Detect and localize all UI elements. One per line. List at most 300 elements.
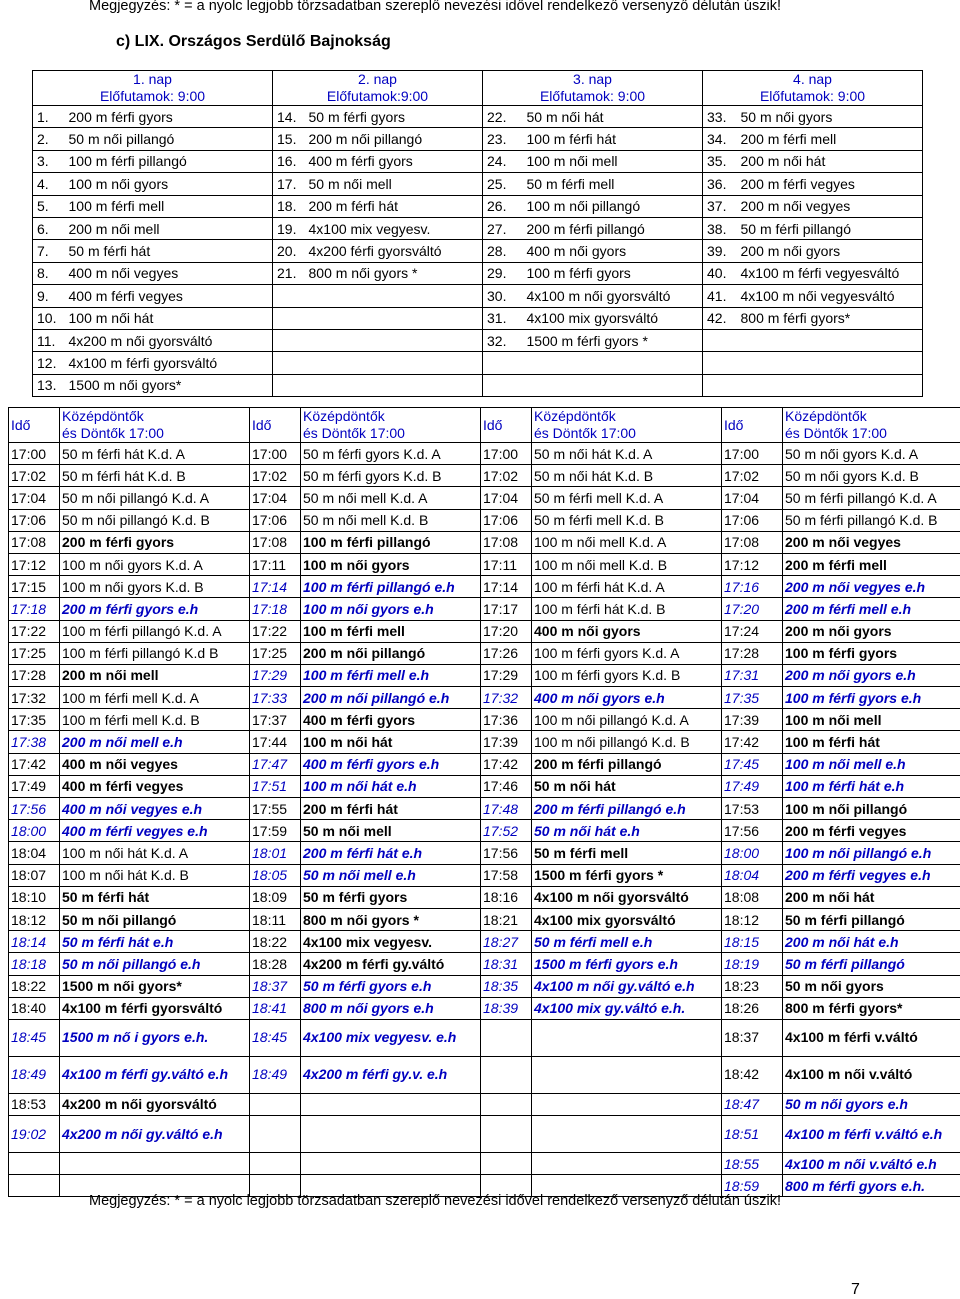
start-time: 17:04 — [481, 487, 532, 509]
event-number: 9. — [33, 285, 65, 307]
finals-header-line2: és Döntők 17:00 — [534, 425, 719, 442]
race-name — [532, 1116, 722, 1153]
event-name — [523, 374, 703, 396]
start-time: 18:55 — [722, 1153, 783, 1175]
start-time — [250, 1116, 301, 1153]
finals-table — [8, 407, 960, 1197]
race-name: 100 m férfi gyors K.d. B — [532, 664, 722, 686]
start-time: 17:28 — [722, 642, 783, 664]
event-number: 13. — [33, 374, 65, 396]
race-name: 100 m női pillangó K.d. B — [532, 731, 722, 753]
finals-row — [9, 886, 960, 908]
event-name: 4x200 férfi gyorsváltó — [305, 240, 483, 262]
event-number: 19. — [273, 217, 305, 239]
start-time: 18:15 — [722, 931, 783, 953]
event-number — [273, 285, 305, 307]
start-time: 18:40 — [9, 997, 60, 1019]
race-name: 200 m férfi hát — [301, 798, 481, 820]
event-number: 15. — [273, 128, 305, 150]
start-time: 17:32 — [9, 687, 60, 709]
event-name: 100 m férfi gyors — [523, 262, 703, 284]
heat-row — [33, 307, 923, 329]
event-name: 100 m női hát — [65, 307, 273, 329]
heat-row — [33, 173, 923, 195]
finals-row — [9, 975, 960, 997]
event-number: 37. — [703, 195, 737, 217]
start-time: 18:28 — [250, 953, 301, 975]
race-name: 100 m női mell — [783, 709, 960, 731]
start-time: 17:06 — [481, 509, 532, 531]
finals-row — [9, 1153, 960, 1175]
event-number — [703, 329, 737, 351]
event-name: 200 m férfi vegyes — [737, 173, 923, 195]
race-name: 50 m férfi mell — [532, 842, 722, 864]
start-time: 17:08 — [481, 531, 532, 553]
event-number: 10. — [33, 307, 65, 329]
race-name: 200 m férfi gyors e.h — [60, 598, 250, 620]
race-name: 50 m férfi hát e.h — [60, 931, 250, 953]
race-name — [301, 1153, 481, 1175]
time-header: Idő — [9, 408, 60, 443]
race-name: 50 m női hát K.d. B — [532, 465, 722, 487]
event-name: 200 m női vegyes — [737, 195, 923, 217]
start-time: 18:04 — [9, 842, 60, 864]
start-time: 17:20 — [722, 598, 783, 620]
race-name: 200 m női pillangó — [301, 642, 481, 664]
start-time: 18:31 — [481, 953, 532, 975]
event-number: 23. — [483, 128, 523, 150]
finals-header-line2: és Döntők 17:00 — [303, 425, 478, 442]
start-time — [481, 1116, 532, 1153]
start-time — [250, 1153, 301, 1175]
start-time — [481, 1093, 532, 1115]
event-name: 200 m férfi pillangó — [523, 217, 703, 239]
finals-header-line2: és Döntők 17:00 — [62, 425, 247, 442]
start-time: 17:12 — [722, 553, 783, 575]
race-name: 100 m férfi pillangó — [301, 531, 481, 553]
race-name: 200 m női vegyes — [783, 531, 960, 553]
start-time: 17:39 — [481, 731, 532, 753]
event-name: 50 m női hát — [523, 106, 703, 128]
start-time — [9, 1153, 60, 1175]
finals-row — [9, 775, 960, 797]
start-time: 17:16 — [722, 576, 783, 598]
race-name: 4x100 m férfi gy.váltó e.h — [60, 1056, 250, 1093]
race-name: 100 m női mell e.h — [783, 753, 960, 775]
start-time: 17:22 — [9, 620, 60, 642]
start-time: 17:14 — [481, 576, 532, 598]
race-name: 50 m férfi hát K.d. A — [60, 443, 250, 465]
start-time: 17:31 — [722, 664, 783, 686]
event-name — [305, 285, 483, 307]
event-name — [305, 352, 483, 374]
event-number — [483, 352, 523, 374]
event-number: 29. — [483, 262, 523, 284]
start-time: 17:22 — [250, 620, 301, 642]
race-name: 50 m női gyors K.d. B — [783, 465, 960, 487]
start-time: 17:52 — [481, 820, 532, 842]
event-number: 14. — [273, 106, 305, 128]
race-name: 4x100 m női gyorsváltó — [532, 886, 722, 908]
race-name: 100 m férfi mell — [301, 620, 481, 642]
event-name — [737, 374, 923, 396]
start-time: 18:37 — [250, 975, 301, 997]
race-name: 200 m női hát — [783, 886, 960, 908]
start-time: 18:47 — [722, 1093, 783, 1115]
event-name — [737, 352, 923, 374]
race-name: 50 m női mell K.d. A — [301, 487, 481, 509]
race-name: 200 m férfi pillangó e.h — [532, 798, 722, 820]
start-time: 18:22 — [250, 931, 301, 953]
start-time: 17:35 — [9, 709, 60, 731]
event-name: 50 m női gyors — [737, 106, 923, 128]
start-time: 17:55 — [250, 798, 301, 820]
finals-row — [9, 687, 960, 709]
start-time: 18:12 — [722, 908, 783, 930]
event-number: 7. — [33, 240, 65, 262]
event-name: 50 m férfi mell — [523, 173, 703, 195]
race-name: 50 m női pillangó — [60, 908, 250, 930]
event-number: 26. — [483, 195, 523, 217]
race-name: 100 m férfi hát K.d. A — [532, 576, 722, 598]
start-time: 18:23 — [722, 975, 783, 997]
race-name — [532, 1153, 722, 1175]
event-number: 34. — [703, 128, 737, 150]
race-name: 100 m női gyors K.d. B — [60, 576, 250, 598]
finals-row — [9, 1116, 960, 1153]
event-name: 200 m férfi hát — [305, 195, 483, 217]
start-time: 18:53 — [9, 1093, 60, 1115]
race-name: 50 m férfi pillangó K.d. B — [783, 509, 960, 531]
race-name: 4x200 m női gy.váltó e.h — [60, 1116, 250, 1153]
event-number — [483, 374, 523, 396]
event-name: 200 m férfi mell — [737, 128, 923, 150]
event-number: 38. — [703, 217, 737, 239]
race-name: 800 m női gyors e.h — [301, 997, 481, 1019]
start-time: 17:58 — [481, 864, 532, 886]
event-number — [273, 307, 305, 329]
event-name: 1500 m női gyors* — [65, 374, 273, 396]
finals-row — [9, 931, 960, 953]
finals-row — [9, 953, 960, 975]
event-number: 18. — [273, 195, 305, 217]
start-time: 17:42 — [481, 753, 532, 775]
start-time — [481, 1056, 532, 1093]
start-time: 17:48 — [481, 798, 532, 820]
heat-row — [33, 150, 923, 172]
start-time: 17:00 — [722, 443, 783, 465]
race-name: 400 m női gyors e.h — [532, 687, 722, 709]
race-name: 100 m férfi gyors K.d. A — [532, 642, 722, 664]
event-number — [273, 374, 305, 396]
start-time: 17:33 — [250, 687, 301, 709]
start-time: 18:11 — [250, 908, 301, 930]
start-time: 18:09 — [250, 886, 301, 908]
race-name: 50 m férfi pillangó — [783, 953, 960, 975]
start-time: 17:53 — [722, 798, 783, 820]
start-time: 19:02 — [9, 1116, 60, 1153]
start-time: 17:02 — [722, 465, 783, 487]
start-time: 17:04 — [250, 487, 301, 509]
race-name: 50 m női gyors e.h — [783, 1093, 960, 1115]
start-time: 18:26 — [722, 997, 783, 1019]
race-name: 100 m férfi gyors e.h — [783, 687, 960, 709]
race-name: 50 m női gyors — [783, 975, 960, 997]
start-time: 18:10 — [9, 886, 60, 908]
start-time: 17:47 — [250, 753, 301, 775]
event-number — [703, 374, 737, 396]
race-name: 4x100 mix vegyesv. e.h — [301, 1019, 481, 1056]
race-name: 100 m női pillangó — [783, 798, 960, 820]
day-header-row — [33, 71, 923, 89]
start-time: 17:18 — [250, 598, 301, 620]
start-time: 18:49 — [9, 1056, 60, 1093]
event-name — [305, 329, 483, 351]
event-name: 4x200 m női gyorsváltó — [65, 329, 273, 351]
heat-row — [33, 128, 923, 150]
heat-row — [33, 195, 923, 217]
finals-row — [9, 753, 960, 775]
event-name: 200 m női pillangó — [305, 128, 483, 150]
finals-row — [9, 553, 960, 575]
event-name: 100 m női gyors — [65, 173, 273, 195]
race-name: 50 m férfi pillangó K.d. A — [783, 487, 960, 509]
page-number: 7 — [851, 1281, 860, 1299]
event-number: 11. — [33, 329, 65, 351]
race-name: 200 m női pillangó e.h — [301, 687, 481, 709]
start-time: 18:07 — [9, 864, 60, 886]
event-number: 42. — [703, 307, 737, 329]
race-name: 200 m női vegyes e.h — [783, 576, 960, 598]
race-name: 50 m női mell K.d. B — [301, 509, 481, 531]
race-name: 1500 m női gyors* — [60, 975, 250, 997]
race-name: 200 m férfi vegyes — [783, 820, 960, 842]
finals-header — [60, 408, 250, 443]
start-time: 17:29 — [250, 664, 301, 686]
finals-row — [9, 465, 960, 487]
event-name: 4x100 m női vegyesváltó — [737, 285, 923, 307]
event-number: 33. — [703, 106, 737, 128]
finals-row — [9, 1019, 960, 1056]
finals-row — [9, 576, 960, 598]
start-time: 17:46 — [481, 775, 532, 797]
finals-row — [9, 598, 960, 620]
event-name: 400 m női gyors — [523, 240, 703, 262]
start-time: 17:38 — [9, 731, 60, 753]
race-name: 200 m női hát e.h — [783, 931, 960, 953]
race-name — [301, 1093, 481, 1115]
finals-row — [9, 997, 960, 1019]
start-time: 17:04 — [722, 487, 783, 509]
finals-row — [9, 731, 960, 753]
event-number: 39. — [703, 240, 737, 262]
finals-header-row — [9, 408, 960, 443]
start-time: 18:08 — [722, 886, 783, 908]
session-label: Előfutamok: 9:00 — [483, 88, 703, 106]
start-time: 17:06 — [722, 509, 783, 531]
finals-header-line1: Középdöntők — [785, 408, 959, 425]
race-name: 100 m férfi mell K.d. B — [60, 709, 250, 731]
finals-row — [9, 864, 960, 886]
race-name: 100 m női pillangó e.h — [783, 842, 960, 864]
race-name: 1500 m férfi gyors e.h — [532, 953, 722, 975]
finals-row — [9, 620, 960, 642]
race-name: 400 m női vegyes e.h — [60, 798, 250, 820]
race-name: 200 m női mell e.h — [60, 731, 250, 753]
time-header: Idő — [481, 408, 532, 443]
finals-header-line1: Középdöntők — [534, 408, 719, 425]
finals-row — [9, 1056, 960, 1093]
footnote-top: Megjegyzés: * = a nyolc legjobb törzsadatban szereplő nevezési idővel rendelkező versenyző délután úszik! — [89, 0, 781, 14]
race-name: 50 m női pillangó e.h — [60, 953, 250, 975]
start-time: 18:22 — [9, 975, 60, 997]
finals-row — [9, 664, 960, 686]
heat-row — [33, 106, 923, 128]
event-number: 27. — [483, 217, 523, 239]
time-header: Idő — [722, 408, 783, 443]
heat-row — [33, 374, 923, 396]
event-number: 28. — [483, 240, 523, 262]
race-name — [532, 1019, 722, 1056]
start-time: 17:56 — [9, 798, 60, 820]
race-name: 100 m férfi pillangó K.d B — [60, 642, 250, 664]
event-number: 25. — [483, 173, 523, 195]
race-name: 4x100 m női gy.váltó e.h — [532, 975, 722, 997]
race-name: 50 m férfi gyors e.h — [301, 975, 481, 997]
race-name: 4x100 mix gy.váltó e.h. — [532, 997, 722, 1019]
event-name: 200 m női gyors — [737, 240, 923, 262]
start-time: 18:14 — [9, 931, 60, 953]
race-name: 200 m férfi mell e.h — [783, 598, 960, 620]
start-time: 18:35 — [481, 975, 532, 997]
race-name: 4x100 m női v.váltó — [783, 1056, 960, 1093]
race-name: 4x100 mix gyorsváltó — [532, 908, 722, 930]
race-name: 50 m női hát — [532, 775, 722, 797]
start-time: 18:41 — [250, 997, 301, 1019]
start-time: 17:11 — [481, 553, 532, 575]
event-name: 800 m női gyors * — [305, 262, 483, 284]
finals-row — [9, 820, 960, 842]
race-name: 50 m férfi gyors K.d. B — [301, 465, 481, 487]
start-time: 17:02 — [250, 465, 301, 487]
start-time: 18:51 — [722, 1116, 783, 1153]
start-time: 17:59 — [250, 820, 301, 842]
event-name: 4x100 m férfi vegyesváltó — [737, 262, 923, 284]
event-name: 100 m férfi hát — [523, 128, 703, 150]
footnote-bottom: Megjegyzés: * = a nyolc legjobb törzsadatban szereplő nevezési idővel rendelkező versenyző délután úszik! — [89, 1193, 781, 1209]
event-name: 50 m férfi pillangó — [737, 217, 923, 239]
start-time: 18:00 — [722, 842, 783, 864]
start-time: 17:29 — [481, 664, 532, 686]
event-number: 40. — [703, 262, 737, 284]
race-name: 50 m férfi gyors K.d. A — [301, 443, 481, 465]
race-name: 4x200 m férfi gy.váltó — [301, 953, 481, 975]
event-name — [305, 307, 483, 329]
event-number: 31. — [483, 307, 523, 329]
start-time: 17:02 — [9, 465, 60, 487]
heat-row — [33, 240, 923, 262]
race-name: 200 m női gyors e.h — [783, 664, 960, 686]
event-number: 21. — [273, 262, 305, 284]
event-name: 50 m férfi gyors — [305, 106, 483, 128]
race-name — [532, 1093, 722, 1115]
race-name: 100 m női gyors K.d. A — [60, 553, 250, 575]
heats-table — [32, 70, 923, 397]
session-label: Előfutamok: 9:00 — [703, 88, 923, 106]
finals-header-line1: Középdöntők — [62, 408, 247, 425]
race-name: 50 m férfi mell K.d. A — [532, 487, 722, 509]
race-name: 400 m férfi gyors e.h — [301, 753, 481, 775]
race-name: 200 m férfi mell — [783, 553, 960, 575]
finals-row — [9, 487, 960, 509]
start-time: 17:08 — [722, 531, 783, 553]
finals-row — [9, 908, 960, 930]
start-time: 17:15 — [9, 576, 60, 598]
start-time: 17:37 — [250, 709, 301, 731]
race-name: 4x100 mix vegyesv. — [301, 931, 481, 953]
race-name: 4x100 m férfi gyorsváltó — [60, 997, 250, 1019]
start-time: 17:51 — [250, 775, 301, 797]
start-time: 17:49 — [722, 775, 783, 797]
start-time — [481, 1153, 532, 1175]
start-time: 17:26 — [481, 642, 532, 664]
finals-header — [783, 408, 960, 443]
start-time: 17:42 — [722, 731, 783, 753]
start-time: 17:28 — [9, 664, 60, 686]
start-time: 17:36 — [481, 709, 532, 731]
start-time — [481, 1019, 532, 1056]
heat-row — [33, 352, 923, 374]
race-name: 800 m férfi gyors* — [783, 997, 960, 1019]
start-time: 17:08 — [250, 531, 301, 553]
start-time: 18:16 — [481, 886, 532, 908]
session-label: Előfutamok: 9:00 — [33, 88, 273, 106]
race-name: 50 m férfi gyors — [301, 886, 481, 908]
event-name — [305, 374, 483, 396]
finals-row — [9, 642, 960, 664]
session-label: Előfutamok:9:00 — [273, 88, 483, 106]
start-time: 17:32 — [481, 687, 532, 709]
finals-header — [532, 408, 722, 443]
event-number: 12. — [33, 352, 65, 374]
event-number: 3. — [33, 150, 65, 172]
start-time: 17:00 — [9, 443, 60, 465]
heat-row — [33, 329, 923, 351]
start-time: 17:11 — [250, 553, 301, 575]
start-time: 18:27 — [481, 931, 532, 953]
event-number: 20. — [273, 240, 305, 262]
start-time: 18:18 — [9, 953, 60, 975]
finals-row — [9, 443, 960, 465]
start-time: 17:06 — [9, 509, 60, 531]
event-number: 32. — [483, 329, 523, 351]
race-name — [532, 1056, 722, 1093]
race-name — [60, 1153, 250, 1175]
start-time: 18:59 — [722, 1175, 783, 1197]
event-name: 50 m férfi hát — [65, 240, 273, 262]
start-time: 17:08 — [9, 531, 60, 553]
race-name: 100 m férfi mell e.h — [301, 664, 481, 686]
event-name: 200 m női hát — [737, 150, 923, 172]
race-name: 100 m női gyors — [301, 553, 481, 575]
race-name: 200 m férfi vegyes e.h — [783, 864, 960, 886]
race-name: 4x100 m férfi v.váltó e.h — [783, 1116, 960, 1153]
time-header: Idő — [250, 408, 301, 443]
start-time: 18:00 — [9, 820, 60, 842]
start-time: 17:20 — [481, 620, 532, 642]
day-label: 3. nap — [483, 71, 703, 89]
event-number: 36. — [703, 173, 737, 195]
